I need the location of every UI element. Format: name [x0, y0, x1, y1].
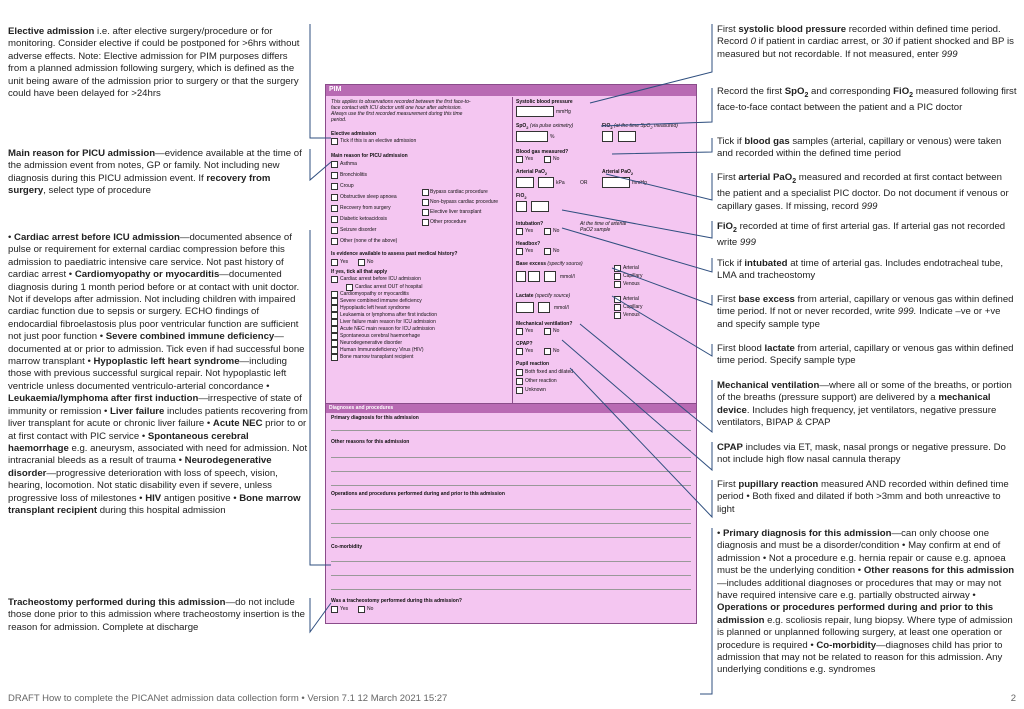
pupil-unknown: Unknown — [525, 387, 546, 393]
form-sbp-label: Systolic blood pressure — [516, 99, 573, 105]
form-comorb: Co-morbidity — [331, 544, 363, 550]
trach-no: No — [367, 606, 374, 612]
be-src-capillary: Capillary — [623, 273, 643, 279]
surgery-liver: Elective liver transplant — [430, 209, 482, 215]
note-systolic-bp: First systolic blood pressure recorded within defined time period. Record 0 if patient in cardiac arrest, or 30 if patient shocked and BP is measured but not recordable. If not measured, enter 999 — [717, 24, 1014, 60]
form-main-reason-title: Main reason for PICU admission — [331, 153, 408, 159]
be-src-arterial: Arterial — [623, 265, 639, 271]
reason-croup: Croup — [340, 183, 354, 189]
form-mv-label: Mechanical ventilation? — [516, 321, 573, 327]
surgery-nonbypass: Non-bypass cardiac procedure — [430, 199, 499, 205]
risk-label: Severe combined immune deficiency — [340, 298, 422, 304]
reason-osa: Obstructive sleep apnoea — [340, 194, 397, 200]
risk-label: Bone marrow transplant recipient — [340, 354, 414, 360]
form-elective-tick: Tick if this is an elective admission — [340, 138, 417, 144]
conn-main-reason — [310, 149, 331, 180]
risk-label: Leukaemia or lymphoma after first induction — [340, 312, 437, 318]
note-blood-gas: Tick if blood gas samples (arterial, capillary or venous) were taken and recorded within the defined time period — [717, 136, 1002, 160]
note-cpap: CPAP includes via ET, mask, nasal prongs or negative pressure. Do not include high flow nasal cannula therapy — [717, 442, 1006, 466]
conn-fio2 — [562, 210, 712, 238]
form-pao2-label-2: Arterial PaO$_2$ — [602, 169, 634, 176]
risk-label: Liver failure main reason for ICU admission — [340, 319, 436, 325]
form-intro-1: This applies to observations recorded between the first face-to- — [331, 99, 471, 105]
be-src-venous: Venous — [623, 281, 640, 287]
conn-bg — [612, 138, 712, 154]
conn-diag — [700, 528, 712, 694]
risk-label: Hypoplastic left heart syndrome — [340, 305, 411, 311]
headbox-yes: Yes — [525, 248, 534, 254]
intub-at-time: At the time of arterial — [580, 221, 627, 227]
lactate-unit: mmol/l — [554, 305, 569, 311]
form-trach-q: Was a tracheostomy performed during this admission? — [331, 598, 462, 604]
risk-label: Spontaneous cerebral haemorrhage — [340, 333, 421, 339]
cpap-yes: Yes — [525, 348, 534, 354]
conn-sbp — [590, 24, 712, 103]
note-elective-admission: Elective admission i.e. after elective surgery/procedure or for monitoring. Consider elective if could be postponed for >6hrs without adverse effects. Note: Elective admission for PIM purposes differs from a planned admission following surgery, which is defined as the unit being aware of the admission prior to surgery or that the surgery could have been delayed for >24hrs — [8, 26, 300, 100]
note-arterial-pao2: First arterial PaO$_2$ measured and recorded at first contact between the patient and a specialist PIC doctor. Do not document if venous or capillary gases. If missing, record 999 — [717, 172, 1009, 212]
conn-pao2 — [606, 173, 712, 200]
bg-no: No — [553, 156, 560, 162]
trach-yes: Yes — [340, 606, 349, 612]
note-pupillary-reaction: First pupillary reaction measured AND recorded within defined time period • Both fixed and dilated if both >3mm and both unreactive to light — [717, 479, 1009, 515]
sbp-unit: mmHg — [556, 109, 571, 115]
form-ops: Operations and procedures performed during and prior to this admission — [331, 491, 505, 497]
form-bg-label: Blood gas measured? — [516, 149, 569, 155]
page-number: 2 — [1010, 693, 1016, 704]
pupil-other: Other reaction — [525, 378, 557, 384]
form-fio2b-label: FiO$_2$ — [516, 193, 527, 200]
spo2-unit: % — [550, 134, 555, 140]
form-elective-title: Elective admission — [331, 131, 377, 137]
mv-no: No — [553, 328, 560, 334]
note-fio2: FiO$_2$ recorded at time of first arterial gas. If arterial gas not recorded write 999 — [717, 221, 1006, 249]
form-cpap-label: CPAP? — [516, 341, 533, 347]
footer: DRAFT How to complete the PICANet admission data collection form • Version 7.1 12 March 2021 15:27 — [8, 693, 448, 704]
headbox-no: No — [553, 248, 560, 254]
conn-be — [612, 268, 712, 305]
form-spo2-label: SpO$_2$ (via pulse oximetry) — [516, 123, 574, 130]
reason-asthma: Asthma — [340, 161, 357, 167]
conn-cpap — [562, 340, 712, 470]
note-mechanical-ventilation: Mechanical ventilation—where all or some of the breaths, or portion of the breaths (pressure support) are delivered by a mechanical device. Includes high frequency, jet ventilators, negative pressure ventilators, BIPAP & CPAP — [717, 380, 1012, 429]
reason-seizure: Seizure disorder — [340, 227, 377, 233]
evidence-no: No — [367, 259, 374, 265]
conn-elective — [310, 24, 331, 138]
risk-label: Cardiac arrest OUT of hospital — [355, 284, 423, 290]
conn-trach — [310, 598, 331, 632]
mv-yes: Yes — [525, 328, 534, 334]
surgery-other: Other procedure — [430, 219, 467, 225]
reason-bronchiolitis: Bronchiolitis — [340, 172, 367, 178]
form-fio2-label: FiO$_2$ (at the time SpO$_2$ measured) — [602, 123, 678, 130]
evidence-yes: Yes — [340, 259, 349, 265]
pao2-mmhg-unit: mmHg — [632, 180, 647, 186]
lac-src-capillary: Capillary — [623, 304, 643, 310]
conn-risk — [310, 230, 331, 565]
form-lactate-label: Lactate (specify source) — [516, 293, 571, 299]
note-diagnoses: • Primary diagnosis for this admission—can only choose one diagnosis and must be a disorder/condition • May confirm at end of admission • Not a procedure e.g. hernia repair or cause e.g. apnoea must be the underlying condition • Other reasons for this admission—includes additional diagnoses or procedures that may or may not have required intensive care e.g. partially obstructed airway • Operations or procedures performed during and prior to this admission e.g. scoliosis repair, lung biopsy. Where type of admission is planned or unplanned following surgery, at least one operation or procedure is required • Co-morbidity—diagnoses child has prior to admission that may not be related to reason for this admission. Any underlying conditions e.g. syndromes — [717, 528, 1015, 676]
reason-dka: Diabetic ketoacidosis — [340, 216, 387, 222]
form-pao2-label: Arterial PaO$_2$ — [516, 169, 548, 176]
form-pupil-label: Pupil reaction — [516, 361, 550, 367]
form-intub-label: Intubation? — [516, 221, 544, 227]
note-spo2: Record the first SpO$_2$ and corresponding FiO$_2$ measured following first face-to-face contact between the patient and a PIC doctor — [717, 86, 1017, 114]
risk-label: Cardiomyopathy or myocarditis — [340, 291, 409, 297]
form-headbox-label: Headbox? — [516, 241, 541, 247]
note-main-reason: Main reason for PICU admission—evidence available at the time of the admission event from notes, GP or family. Not including new diagnosis during this PICU admission event. If recovery from surgery, select type of procedure — [8, 148, 302, 197]
note-risk-factors: • Cardiac arrest before ICU admission—documented absence of pulse or requirement for external cardiac compression before this admission to paediatric intensive care service. Not past history of cardiac arrest • Cardiomyopathy or myocarditis—documented diagnosis during 1 month period before or at contact with unit doctor. Not if develops after admission. Not including children with impaired cardiac function due to sepsis or surgery. ECHO findings of endocardial fibroelastosis plus poor ventricular function are sufficient not just poor function • Severe combined immune deficiency—documented at or prior to admission. Tick even if had successful bone marrow transplant • Hypoplastic left heart syndrome—including those with previous successful surgical repair. Not hypoplastic left ventricle unless documented ventriculo-arterial concordance • Leukaemia/lymphoma after first induction—irrespective of state of immunity or remission • Liver failure includes patients recovering from liver transplant for acute or chronic liver failure • Acute NEC prior to or at first contact with PIC service • Spontaneous cerebral haemorrhage e.g. aneurysm, associated with need for admission. Not intracranial bleeds as a result of trauma • Neurodegenerative disorder—progressive deterioration with loss of speech, vision, hearing, locomotion. Not static disability even if severe, unless progressive loss of milestones • HIV antigen positive • Bone marrow transplant recipient during this hospital admission — [8, 232, 308, 516]
risk-label: Human Immunodeficiency Virus (HIV) — [340, 347, 424, 353]
conn-lactate — [612, 296, 712, 356]
form-tick-all: If yes, tick all that apply — [331, 269, 388, 275]
pao2-or: OR — [580, 180, 588, 186]
intub-no: No — [553, 228, 560, 234]
reason-surgery: Recovery from surgery — [340, 205, 391, 211]
note-tracheostomy: Tracheostomy performed during this admission—do not include those done prior to this admission where tracheostomy insertion is the reason for admission. Complete at discharge — [8, 597, 306, 633]
pim-header: PIM — [326, 85, 696, 96]
surgery-bypass: Bypass cardiac procedure — [430, 189, 488, 195]
pao2-kpa-unit: kPa — [556, 180, 565, 186]
conn-spo2 — [601, 88, 712, 126]
note-base-excess: First base excess from arterial, capillary or venous gas within defined time period. If not or never recorded, write 999. Indicate –ve or +ve and specify sample type — [717, 294, 1014, 330]
diag-header: Diagnoses and procedures — [329, 405, 394, 411]
lac-src-venous: Venous — [623, 312, 640, 318]
be-unit: mmol/l — [560, 274, 575, 280]
risk-label: Acute NEC main reason for ICU admission — [340, 326, 435, 332]
form-intro-2: face contact with ICU doctor until one hour after admission. — [331, 105, 462, 111]
pupil-fixed: Both fixed and dilated — [525, 369, 574, 375]
conn-intub — [562, 228, 712, 272]
form-primary: Primary diagnosis for this admission — [331, 415, 419, 421]
conn-mv — [580, 324, 712, 432]
note-lactate: First blood lactate from arterial, capillary or venous gas within defined time period. Specify sample type — [717, 343, 1014, 367]
form-other: Other reasons for this admission — [331, 439, 410, 445]
conn-pupil — [570, 368, 712, 517]
lac-src-arterial: Arterial — [623, 296, 639, 302]
note-intubated: Tick if intubated at time of arterial gas. Includes endotracheal tube, LMA and tracheostomy — [717, 258, 1003, 282]
bg-yes: Yes — [525, 156, 534, 162]
form-intro-4: period. — [331, 117, 347, 123]
risk-label: Neurodegenerative disorder — [340, 340, 402, 346]
cpap-no: No — [553, 348, 560, 354]
risk-label: Cardiac arrest before ICU admission — [340, 276, 421, 282]
intub-yes: Yes — [525, 228, 534, 234]
intub-pao2-sample: PaO2 sample — [580, 227, 611, 233]
form-intro-3: Always use the first recorded measurement during this time — [331, 111, 463, 117]
form-evidence-q: Is evidence available to assess past medical history? — [331, 251, 458, 257]
reason-other: Other (none of the above) — [340, 238, 398, 244]
form-be-label: Base excess (specify source) — [516, 261, 583, 267]
